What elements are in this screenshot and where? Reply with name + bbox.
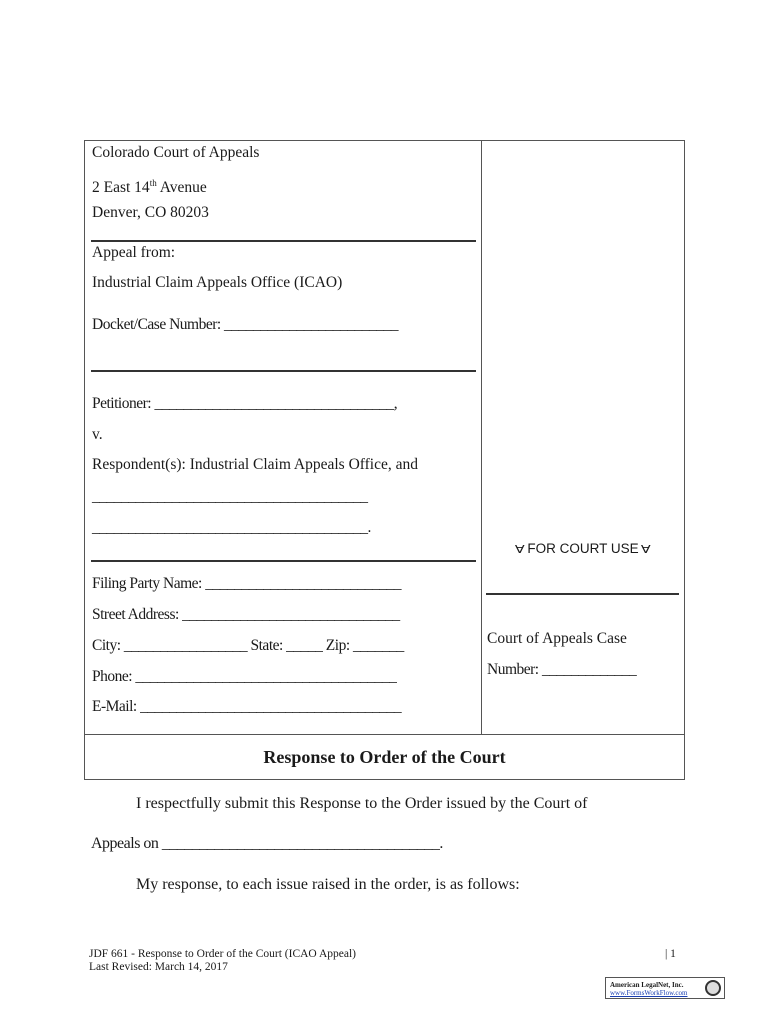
revision-date: Last Revised: March 14, 2017	[89, 961, 228, 973]
body-paragraph-line: I respectfully submit this Response to the Order issued by the Court of	[136, 795, 588, 812]
page-footer	[89, 948, 356, 974]
court-street-name: Avenue	[156, 179, 207, 196]
document-title: Response to Order of the Court	[263, 746, 506, 767]
page-number: | 1	[665, 948, 676, 960]
case-number-label: Court of Appeals Case	[487, 630, 627, 647]
for-court-use-label	[482, 541, 684, 556]
street-address-field[interactable]: Street Address: ______________________________	[92, 606, 400, 623]
email-field[interactable]: E-Mail: ____________________________________	[92, 698, 402, 715]
appeal-agency: Industrial Claim Appeals Office (ICAO)	[92, 274, 343, 291]
versus-label: v.	[92, 426, 103, 443]
court-street-suffix: th	[149, 178, 157, 188]
case-caption-box	[84, 140, 685, 780]
appeal-from-label: Appeal from:	[92, 244, 176, 261]
respondent-blank-line[interactable]: ______________________________________	[92, 488, 368, 505]
filing-party-name-field[interactable]: Filing Party Name: ___________________________	[92, 575, 401, 592]
section-divider	[91, 240, 476, 242]
phone-field[interactable]: Phone: ____________________________________	[92, 668, 397, 685]
vendor-url[interactable]: www.FormsWorkFlow.com	[610, 989, 688, 997]
court-city: Denver, CO 80203	[92, 204, 209, 221]
city-state-zip-field[interactable]: City: _________________ State: _____ Zip: _______	[92, 637, 404, 654]
court-street	[92, 173, 207, 198]
vendor-stamp	[605, 977, 725, 999]
case-number-field[interactable]: Number: _____________	[487, 661, 637, 678]
court-use-column	[482, 141, 684, 734]
order-date-field[interactable]: Appeals on _____________________________________.	[91, 835, 443, 852]
caption-left-column	[85, 141, 482, 734]
vendor-name: American LegalNet, Inc.	[610, 981, 684, 989]
section-divider	[91, 370, 476, 372]
respondent-label: Respondent(s): Industrial Claim Appeals Office, and	[92, 456, 419, 473]
court-street-number: 2 East 14	[92, 179, 150, 196]
vendor-logo-icon	[705, 980, 721, 996]
up-caret-icon: Ɐ	[514, 544, 525, 556]
petitioner-field[interactable]: Petitioner: _________________________________,	[92, 395, 398, 412]
form-id: JDF 661 - Response to Order of the Court (ICAO Appeal)	[89, 948, 357, 960]
document-title-row	[85, 734, 684, 779]
docket-number-field[interactable]: Docket/Case Number: ________________________	[92, 316, 399, 333]
section-divider	[91, 560, 476, 562]
section-divider	[486, 593, 679, 595]
court-name: Colorado Court of Appeals	[92, 144, 260, 161]
body-paragraph-line: My response, to each issue raised in the order, is as follows:	[136, 876, 520, 893]
for-court-use-text: FOR COURT USE	[527, 541, 639, 556]
respondent-blank-line[interactable]: ______________________________________.	[92, 519, 371, 536]
up-caret-icon: Ɐ	[641, 544, 652, 556]
